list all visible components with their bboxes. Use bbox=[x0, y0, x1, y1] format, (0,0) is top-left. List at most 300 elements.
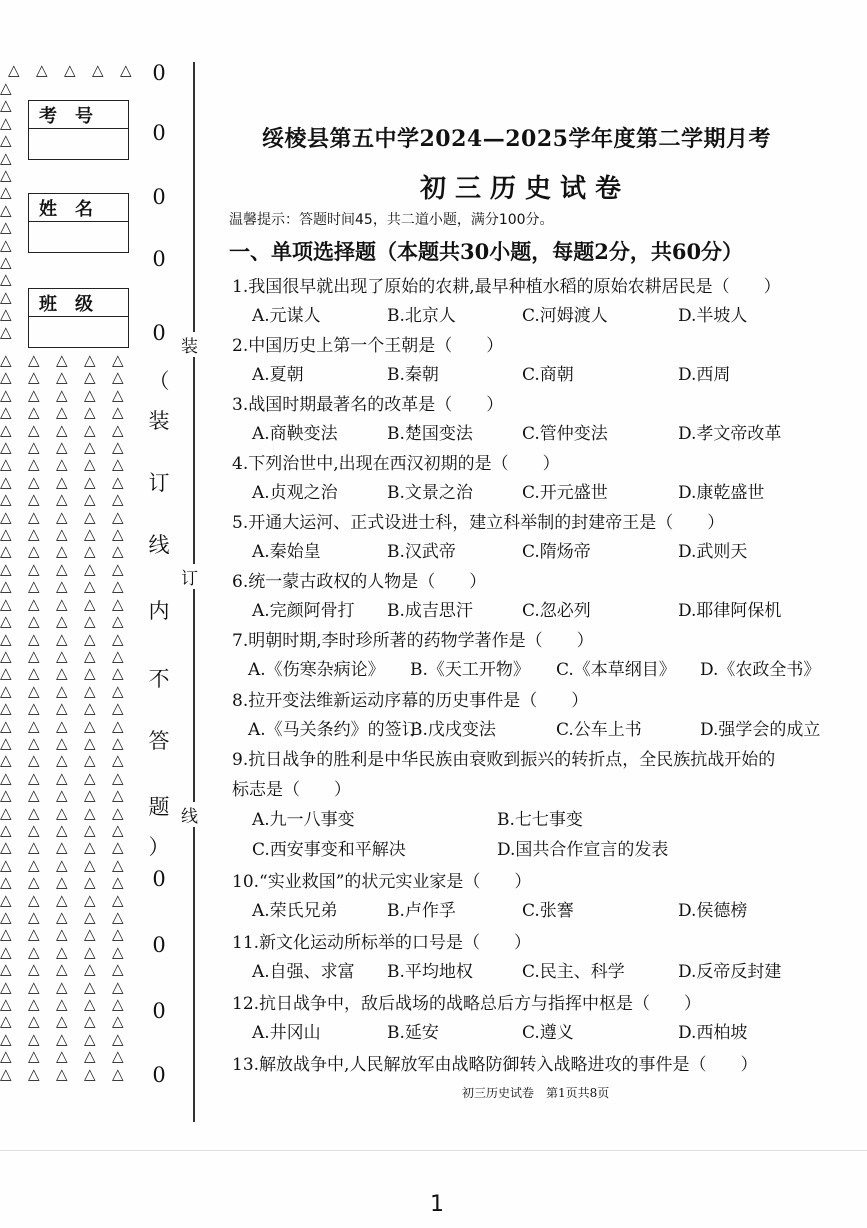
answer-option: C.《本草纲目》 bbox=[556, 660, 676, 680]
triangle-mark: △ bbox=[84, 977, 96, 996]
answer-option: D.半坡人 bbox=[678, 306, 748, 326]
triangle-mark: △ bbox=[112, 960, 124, 979]
triangle-mark: △ bbox=[28, 1012, 40, 1031]
triangle-mark: △ bbox=[112, 855, 124, 874]
answer-option: A.井冈山 bbox=[252, 1023, 321, 1043]
triangle-mark: △ bbox=[0, 1064, 12, 1083]
triangle-mark: △ bbox=[28, 664, 40, 683]
answer-option: B.《天工开物》 bbox=[410, 660, 530, 680]
triangle-mark: △ bbox=[0, 629, 12, 648]
triangle-mark: △ bbox=[28, 490, 40, 509]
triangle-mark: △ bbox=[0, 507, 12, 526]
triangle-mark: △ bbox=[56, 925, 68, 944]
triangle-mark: △ bbox=[84, 438, 96, 457]
triangle-mark: △ bbox=[28, 403, 40, 422]
triangle-mark: △ bbox=[112, 455, 124, 474]
triangle-mark: △ bbox=[56, 1012, 68, 1031]
triangle-mark: △ bbox=[84, 820, 96, 839]
triangle-mark: △ bbox=[56, 577, 68, 596]
answer-option: C.公车上书 bbox=[556, 720, 642, 740]
answer-option: C.张謇 bbox=[522, 901, 574, 921]
triangle-mark: △ bbox=[112, 925, 124, 944]
triangle-mark: △ bbox=[112, 507, 124, 526]
triangle-mark: △ bbox=[28, 768, 40, 787]
triangle-mark: △ bbox=[0, 873, 12, 892]
answer-option: D.西周 bbox=[678, 365, 731, 385]
triangle-mark: △ bbox=[28, 577, 40, 596]
triangle-mark: △ bbox=[0, 385, 12, 404]
triangle-mark: △ bbox=[112, 385, 124, 404]
triangle-mark: △ bbox=[0, 113, 12, 132]
triangle-mark: △ bbox=[56, 438, 68, 457]
seal-column bbox=[144, 55, 174, 1125]
answer-option: A.荣氏兄弟 bbox=[252, 901, 338, 921]
page-footer: 初三历史试卷 第1页共8页 bbox=[462, 1086, 610, 1100]
triangle-mark: △ bbox=[56, 1029, 68, 1048]
triangle-mark: △ bbox=[84, 351, 96, 369]
triangle-mark: △ bbox=[0, 699, 12, 718]
triangle-mark: △ bbox=[0, 960, 12, 979]
question-text: 9.抗日战争的胜利是中华民族由衰败到振兴的转折点，全民族抗战开始的 bbox=[232, 750, 776, 770]
triangle-mark: △ bbox=[28, 559, 40, 578]
triangle-mark: △ bbox=[28, 977, 40, 996]
answer-option: B.文景之治 bbox=[387, 483, 473, 503]
triangle-mark: △ bbox=[112, 873, 124, 892]
name-field[interactable] bbox=[29, 222, 128, 252]
triangle-pattern-top bbox=[8, 62, 148, 79]
triangle-mark: △ bbox=[0, 768, 12, 787]
triangle-mark: △ bbox=[84, 1047, 96, 1066]
triangle-mark: △ bbox=[0, 148, 12, 167]
seal-char: 题 bbox=[148, 795, 170, 819]
triangle-mark: △ bbox=[56, 751, 68, 770]
triangle-mark: △ bbox=[0, 612, 12, 631]
triangle-mark: △ bbox=[28, 1047, 40, 1066]
triangle-mark: △ bbox=[84, 472, 96, 491]
triangle-mark: △ bbox=[84, 403, 96, 422]
triangle-mark: △ bbox=[56, 525, 68, 544]
answer-option: C.管仲变法 bbox=[522, 424, 608, 444]
answer-option: B.卢作孚 bbox=[387, 901, 456, 921]
triangle-mark: △ bbox=[84, 890, 96, 909]
subject-title: 初三历史试卷 bbox=[420, 174, 631, 204]
triangle-mark: △ bbox=[112, 525, 124, 544]
triangle-mark: △ bbox=[0, 287, 12, 306]
triangle-mark: △ bbox=[112, 1064, 124, 1083]
triangle-mark: △ bbox=[84, 385, 96, 404]
triangle-mark: △ bbox=[84, 960, 96, 979]
triangle-mark: △ bbox=[112, 1029, 124, 1048]
triangle-mark: △ bbox=[112, 629, 124, 648]
seal-char: 装 bbox=[148, 409, 170, 433]
triangle-mark: △ bbox=[112, 995, 124, 1014]
triangle-mark: △ bbox=[28, 525, 40, 544]
page-divider bbox=[0, 1150, 867, 1151]
triangle-mark: △ bbox=[112, 838, 124, 857]
triangle-mark: △ bbox=[84, 594, 96, 613]
triangle-mark: △ bbox=[84, 542, 96, 561]
triangle-mark: △ bbox=[84, 995, 96, 1014]
triangle-mark: △ bbox=[0, 183, 12, 202]
seal-char: （ bbox=[148, 369, 170, 393]
triangle-mark: △ bbox=[84, 768, 96, 787]
answer-option: D.孝文帝改革 bbox=[678, 424, 782, 444]
triangle-mark: △ bbox=[84, 855, 96, 874]
triangle-mark: △ bbox=[56, 385, 68, 404]
triangle-mark: △ bbox=[56, 646, 68, 665]
triangle-mark: △ bbox=[28, 908, 40, 926]
triangle-mark: △ bbox=[112, 1012, 124, 1031]
triangle-mark: △ bbox=[28, 507, 40, 526]
answer-option: C.忽必列 bbox=[522, 601, 591, 621]
triangle-mark: △ bbox=[84, 612, 96, 631]
triangle-mark: △ bbox=[28, 542, 40, 561]
triangle-mark: △ bbox=[112, 908, 124, 926]
triangle-mark: △ bbox=[0, 368, 12, 387]
triangle-mark: △ bbox=[0, 751, 12, 770]
question-text: 3.战国时期最著名的改革是（ ） bbox=[232, 395, 504, 415]
answer-option: B.汉武帝 bbox=[387, 542, 456, 562]
answer-option: A.九一八事变 bbox=[252, 810, 355, 830]
triangle-mark: △ bbox=[0, 490, 12, 509]
triangle-mark: △ bbox=[0, 131, 12, 150]
seal-char: 内 bbox=[148, 599, 170, 623]
triangle-mark: △ bbox=[56, 559, 68, 578]
answer-option: C.开元盛世 bbox=[522, 483, 608, 503]
triangle-mark: △ bbox=[64, 61, 76, 79]
triangle-mark: △ bbox=[84, 629, 96, 648]
triangle-mark: △ bbox=[0, 525, 12, 544]
triangle-mark: △ bbox=[28, 960, 40, 979]
question-text: 8.拉开变法维新运动序幕的历史事件是（ ） bbox=[232, 691, 589, 711]
question-text: 2.中国历史上第一个王朝是（ ） bbox=[232, 336, 504, 356]
triangle-mark: △ bbox=[56, 351, 68, 369]
triangle-mark: △ bbox=[84, 786, 96, 805]
answer-option: A.商鞅变法 bbox=[252, 424, 338, 444]
triangle-mark: △ bbox=[28, 629, 40, 648]
triangle-mark: △ bbox=[84, 925, 96, 944]
triangle-mark: △ bbox=[112, 594, 124, 613]
answer-option: A.自强、求富 bbox=[252, 962, 355, 982]
triangle-mark: △ bbox=[112, 664, 124, 683]
triangle-mark: △ bbox=[28, 368, 40, 387]
exam-title: 绥棱县第五中学2024—2025学年度第二学期月考 bbox=[262, 126, 771, 152]
triangle-mark: △ bbox=[84, 455, 96, 474]
triangle-mark: △ bbox=[84, 577, 96, 596]
triangle-mark: △ bbox=[56, 629, 68, 648]
exam-number-box bbox=[28, 100, 129, 160]
triangle-mark: △ bbox=[28, 646, 40, 665]
triangle-mark: △ bbox=[112, 786, 124, 805]
section-title: 一、单项选择题（本题共30小题，每题2分，共60分） bbox=[229, 239, 744, 264]
triangle-mark: △ bbox=[56, 455, 68, 474]
triangle-mark: △ bbox=[84, 507, 96, 526]
triangle-mark: △ bbox=[28, 942, 40, 961]
triangle-mark: △ bbox=[28, 438, 40, 457]
page-number: 1 bbox=[430, 1192, 444, 1217]
answer-option: C.遵义 bbox=[522, 1023, 574, 1043]
triangle-mark: △ bbox=[56, 1047, 68, 1066]
seal-char: 线 bbox=[148, 533, 170, 557]
triangle-mark: △ bbox=[0, 908, 12, 926]
triangle-mark: △ bbox=[0, 1029, 12, 1048]
triangle-mark: △ bbox=[36, 61, 48, 79]
triangle-mark: △ bbox=[56, 768, 68, 787]
triangle-mark: △ bbox=[0, 820, 12, 839]
seal-circle: 0 bbox=[152, 61, 166, 85]
answer-option: C.民主、科学 bbox=[522, 962, 625, 982]
triangle-mark: △ bbox=[112, 490, 124, 509]
answer-option: C.隋炀帝 bbox=[522, 542, 591, 562]
triangle-mark: △ bbox=[112, 612, 124, 631]
triangle-pattern-left bbox=[0, 80, 28, 341]
triangle-mark: △ bbox=[0, 322, 12, 341]
triangle-mark: △ bbox=[0, 664, 12, 683]
triangle-mark: △ bbox=[56, 960, 68, 979]
triangle-mark: △ bbox=[0, 786, 12, 805]
triangle-mark: △ bbox=[56, 855, 68, 874]
answer-option: A.《伤寒杂病论》 bbox=[248, 660, 385, 680]
triangle-mark: △ bbox=[0, 890, 12, 909]
answer-option: A.元谋人 bbox=[252, 306, 321, 326]
triangle-mark: △ bbox=[0, 716, 12, 735]
triangle-mark: △ bbox=[0, 542, 12, 561]
triangle-mark: △ bbox=[56, 803, 68, 822]
triangle-mark: △ bbox=[84, 803, 96, 822]
triangle-mark: △ bbox=[56, 942, 68, 961]
answer-option: D.《农政全书》 bbox=[700, 660, 821, 680]
triangle-mark: △ bbox=[0, 855, 12, 874]
exam-number-label: 考 号 bbox=[29, 101, 128, 129]
answer-option: D.康乾盛世 bbox=[678, 483, 765, 503]
triangle-mark: △ bbox=[84, 681, 96, 700]
triangle-mark: △ bbox=[84, 420, 96, 439]
triangle-mark: △ bbox=[28, 925, 40, 944]
question-text: 13.解放战争中,人民解放军由战略防御转入战略进攻的事件是（ ） bbox=[232, 1055, 758, 1075]
answer-option: B.七七事变 bbox=[497, 810, 583, 830]
triangle-mark: △ bbox=[84, 1029, 96, 1048]
triangle-mark: △ bbox=[56, 420, 68, 439]
triangle-mark: △ bbox=[28, 385, 40, 404]
answer-option: C.西安事变和平解决 bbox=[252, 840, 406, 860]
triangle-mark: △ bbox=[84, 646, 96, 665]
triangle-mark: △ bbox=[112, 577, 124, 596]
triangle-mark: △ bbox=[28, 873, 40, 892]
seal-char: 不 bbox=[148, 667, 170, 691]
triangle-mark: △ bbox=[112, 1047, 124, 1066]
triangle-mark: △ bbox=[0, 79, 12, 97]
seal-char: 答 bbox=[148, 729, 170, 753]
question-text: 6.统一蒙古政权的人物是（ ） bbox=[232, 572, 487, 592]
binding-char: 装 bbox=[181, 332, 198, 357]
seal-circle: 0 bbox=[152, 999, 166, 1023]
triangle-mark: △ bbox=[112, 438, 124, 457]
triangle-mark: △ bbox=[112, 646, 124, 665]
triangle-mark: △ bbox=[0, 235, 12, 254]
seal-circle: 0 bbox=[152, 867, 166, 891]
triangle-mark: △ bbox=[84, 716, 96, 735]
triangle-mark: △ bbox=[56, 995, 68, 1014]
answer-option: B.秦朝 bbox=[387, 365, 439, 385]
triangle-mark: △ bbox=[0, 1047, 12, 1066]
question-text: 11.新文化运动所标举的口号是（ ） bbox=[232, 933, 532, 953]
answer-option: B.平均地权 bbox=[387, 962, 473, 982]
triangle-mark: △ bbox=[28, 890, 40, 909]
triangle-mark: △ bbox=[56, 594, 68, 613]
answer-option: D.侯德榜 bbox=[678, 901, 748, 921]
triangle-mark: △ bbox=[28, 455, 40, 474]
triangle-mark: △ bbox=[120, 61, 132, 79]
triangle-mark: △ bbox=[84, 490, 96, 509]
seal-circle: 0 bbox=[152, 121, 166, 145]
triangle-mark: △ bbox=[84, 733, 96, 752]
class-field[interactable] bbox=[29, 317, 128, 347]
seal-circle: 0 bbox=[152, 933, 166, 957]
triangle-mark: △ bbox=[56, 1064, 68, 1083]
triangle-mark: △ bbox=[0, 577, 12, 596]
triangle-mark: △ bbox=[56, 820, 68, 839]
triangle-mark: △ bbox=[0, 1012, 12, 1031]
triangle-mark: △ bbox=[112, 472, 124, 491]
answer-option: A.夏朝 bbox=[252, 365, 304, 385]
triangle-pattern-bottom bbox=[0, 352, 140, 1083]
triangle-mark: △ bbox=[8, 61, 20, 79]
triangle-mark: △ bbox=[0, 403, 12, 422]
triangle-mark: △ bbox=[0, 733, 12, 752]
seal-circle: 0 bbox=[152, 185, 166, 209]
triangle-mark: △ bbox=[28, 733, 40, 752]
triangle-mark: △ bbox=[0, 200, 12, 219]
triangle-mark: △ bbox=[0, 559, 12, 578]
answer-option: A.秦始皇 bbox=[252, 542, 321, 562]
exam-tip: 温馨提示：答题时间45，共二道小题，满分100分。 bbox=[229, 212, 554, 228]
triangle-mark: △ bbox=[0, 925, 12, 944]
triangle-mark: △ bbox=[56, 490, 68, 509]
triangle-mark: △ bbox=[84, 942, 96, 961]
triangle-mark: △ bbox=[56, 908, 68, 926]
seal-circle: 0 bbox=[152, 1063, 166, 1087]
triangle-mark: △ bbox=[112, 768, 124, 787]
question-text: 10.“实业救国”的状元实业家是（ ） bbox=[232, 872, 532, 892]
triangle-mark: △ bbox=[0, 942, 12, 961]
triangle-mark: △ bbox=[0, 351, 12, 369]
triangle-mark: △ bbox=[84, 751, 96, 770]
triangle-mark: △ bbox=[0, 305, 12, 324]
triangle-mark: △ bbox=[112, 803, 124, 822]
triangle-mark: △ bbox=[84, 1012, 96, 1031]
triangle-mark: △ bbox=[0, 995, 12, 1014]
triangle-mark: △ bbox=[28, 995, 40, 1014]
answer-option: B.延安 bbox=[387, 1023, 439, 1043]
triangle-mark: △ bbox=[56, 472, 68, 491]
triangle-mark: △ bbox=[112, 942, 124, 961]
triangle-mark: △ bbox=[28, 699, 40, 718]
question-text: 4.下列治世中,出现在西汉初期的是（ ） bbox=[232, 454, 560, 474]
triangle-mark: △ bbox=[28, 751, 40, 770]
triangle-mark: △ bbox=[84, 368, 96, 387]
triangle-mark: △ bbox=[28, 420, 40, 439]
triangle-mark: △ bbox=[84, 873, 96, 892]
triangle-mark: △ bbox=[28, 820, 40, 839]
triangle-mark: △ bbox=[112, 368, 124, 387]
triangle-mark: △ bbox=[0, 977, 12, 996]
triangle-mark: △ bbox=[56, 716, 68, 735]
triangle-mark: △ bbox=[92, 61, 104, 79]
seal-circle: 0 bbox=[152, 247, 166, 271]
triangle-mark: △ bbox=[0, 646, 12, 665]
triangle-mark: △ bbox=[84, 559, 96, 578]
triangle-mark: △ bbox=[56, 664, 68, 683]
triangle-mark: △ bbox=[28, 786, 40, 805]
triangle-mark: △ bbox=[112, 733, 124, 752]
question-text-continued: 标志是（ ） bbox=[232, 780, 351, 800]
answer-option: D.耶律阿保机 bbox=[678, 601, 782, 621]
triangle-mark: △ bbox=[0, 96, 12, 115]
triangle-mark: △ bbox=[56, 699, 68, 718]
triangle-mark: △ bbox=[112, 890, 124, 909]
answer-option: B.楚国变法 bbox=[387, 424, 473, 444]
triangle-mark: △ bbox=[28, 803, 40, 822]
answer-option: D.西柏坡 bbox=[678, 1023, 748, 1043]
triangle-mark: △ bbox=[0, 166, 12, 185]
triangle-mark: △ bbox=[112, 559, 124, 578]
triangle-mark: △ bbox=[112, 403, 124, 422]
question-text: 1.我国很早就出现了原始的农耕,最早种植水稻的原始农耕居民是（ ） bbox=[232, 277, 781, 297]
triangle-mark: △ bbox=[0, 420, 12, 439]
triangle-mark: △ bbox=[28, 351, 40, 369]
binding-char: 订 bbox=[181, 564, 198, 589]
answer-option: C.河姆渡人 bbox=[522, 306, 608, 326]
triangle-mark: △ bbox=[28, 681, 40, 700]
triangle-mark: △ bbox=[84, 908, 96, 926]
triangle-mark: △ bbox=[56, 838, 68, 857]
name-label: 姓 名 bbox=[29, 194, 128, 222]
triangle-mark: △ bbox=[28, 1029, 40, 1048]
triangle-mark: △ bbox=[0, 472, 12, 491]
triangle-mark: △ bbox=[112, 820, 124, 839]
answer-option: D.武则天 bbox=[678, 542, 748, 562]
answer-option: B.成吉思汗 bbox=[387, 601, 473, 621]
triangle-mark: △ bbox=[56, 873, 68, 892]
answer-option: B.戊戌变法 bbox=[410, 720, 496, 740]
answer-option: D.强学会的成立 bbox=[700, 720, 821, 740]
triangle-mark: △ bbox=[28, 472, 40, 491]
triangle-mark: △ bbox=[112, 977, 124, 996]
triangle-mark: △ bbox=[0, 455, 12, 474]
exam-number-field[interactable] bbox=[29, 129, 128, 159]
triangle-mark: △ bbox=[112, 420, 124, 439]
triangle-mark: △ bbox=[0, 218, 12, 237]
triangle-mark: △ bbox=[28, 838, 40, 857]
triangle-mark: △ bbox=[112, 351, 124, 369]
triangle-mark: △ bbox=[84, 525, 96, 544]
triangle-mark: △ bbox=[56, 403, 68, 422]
triangle-mark: △ bbox=[0, 838, 12, 857]
question-text: 12.抗日战争中，敌后战场的战略总后方与指挥中枢是（ ） bbox=[232, 994, 702, 1014]
answer-option: A.完颜阿骨打 bbox=[252, 601, 355, 621]
triangle-mark: △ bbox=[112, 751, 124, 770]
triangle-mark: △ bbox=[56, 681, 68, 700]
triangle-mark: △ bbox=[28, 612, 40, 631]
triangle-mark: △ bbox=[28, 716, 40, 735]
triangle-mark: △ bbox=[84, 699, 96, 718]
binding-char: 线 bbox=[181, 802, 198, 827]
triangle-mark: △ bbox=[56, 612, 68, 631]
triangle-mark: △ bbox=[56, 890, 68, 909]
triangle-mark: △ bbox=[84, 664, 96, 683]
answer-option: D.国共合作宣言的发表 bbox=[497, 840, 669, 860]
answer-option: D.反帝反封建 bbox=[678, 962, 782, 982]
